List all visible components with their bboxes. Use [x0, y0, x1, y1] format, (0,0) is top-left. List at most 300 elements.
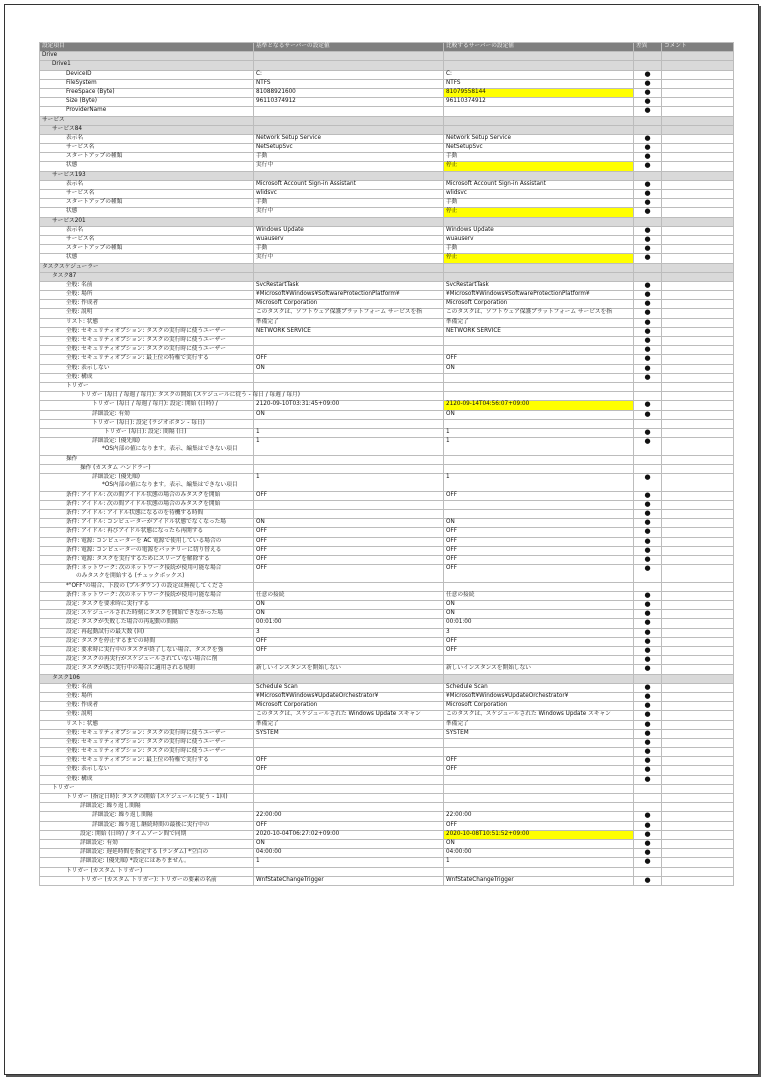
comment-cell[interactable]	[662, 821, 734, 830]
table-row	[40, 180, 734, 189]
comment-cell[interactable]	[662, 98, 734, 107]
setting-label-text: 詳細設定: (優先順)	[92, 474, 140, 481]
setting-label-text: 設定: タスクを要求時に実行する	[66, 601, 150, 608]
comment-cell[interactable]	[662, 226, 734, 235]
setting-label-text: 条件: 電源: コンピューターの電源をバッテリーに切り替える	[66, 546, 222, 553]
setting-label	[40, 784, 254, 793]
table-row	[40, 537, 734, 546]
base-value: NetSetupSvc	[254, 144, 444, 153]
setting-label	[40, 153, 254, 162]
setting-label-text: 設定: タスクを停止するまでの時間	[66, 637, 156, 644]
comment-cell[interactable]	[662, 637, 734, 646]
table-row	[40, 98, 734, 107]
setting-label-text: 条件: アイドル: コンピューターがアイドル状態でなくなった場	[66, 519, 226, 526]
setting-label	[40, 291, 254, 300]
setting-label	[40, 674, 254, 683]
compare-value	[444, 107, 634, 116]
table-row	[40, 858, 734, 867]
compare-value: OFF	[444, 491, 634, 500]
table-row	[40, 410, 734, 419]
comment-cell[interactable]	[662, 474, 734, 492]
base-value: Network Setup Service	[254, 134, 444, 143]
table-row	[40, 729, 734, 738]
difference-mark: ●	[634, 180, 662, 189]
setting-label-text: 設定: タスクが既に実行中の場合に適用される規則	[66, 665, 195, 672]
base-value	[254, 263, 444, 272]
comment-cell[interactable]	[662, 346, 734, 355]
comment-cell[interactable]	[662, 428, 734, 437]
comment-cell[interactable]	[662, 134, 734, 143]
setting-label-text: FileSystem	[66, 79, 97, 86]
difference-mark: ●	[634, 346, 662, 355]
comment-cell[interactable]	[662, 309, 734, 318]
base-value	[254, 382, 444, 391]
compare-value: 81079558144	[444, 88, 634, 97]
setting-label	[40, 364, 254, 373]
compare-value: 準備完了	[444, 318, 634, 327]
comment-cell[interactable]	[662, 199, 734, 208]
table-row	[40, 419, 734, 428]
compare-value: 3	[444, 628, 634, 637]
setting-label-text: Size (Byte)	[66, 98, 97, 105]
setting-label-text: 設定: タスクの再実行がスケジュールされていない場合に削	[66, 656, 218, 663]
setting-label-text: トリガー (カスタム トリガー)	[66, 867, 143, 874]
comment-cell[interactable]	[662, 291, 734, 300]
table-row	[40, 346, 734, 355]
setting-label	[40, 775, 254, 784]
base-value: 04:00:00	[254, 849, 444, 858]
comment-cell[interactable]	[662, 281, 734, 290]
comment-cell[interactable]	[662, 794, 734, 803]
difference-mark: ●	[634, 519, 662, 528]
setting-label	[40, 171, 254, 180]
comment-cell[interactable]	[662, 656, 734, 665]
comment-cell[interactable]	[662, 144, 734, 153]
table-row	[40, 711, 734, 720]
base-value: SYSTEM	[254, 729, 444, 738]
base-value	[254, 510, 444, 519]
setting-label	[40, 309, 254, 318]
comment-cell[interactable]	[662, 401, 734, 410]
difference-mark: ●	[634, 830, 662, 839]
table-row	[40, 610, 734, 619]
setting-label-text: 全般: 構成	[66, 373, 93, 380]
base-value: 手動	[254, 153, 444, 162]
compare-value: wuauserv	[444, 235, 634, 244]
difference-mark	[634, 125, 662, 134]
compare-value: Network Setup Service	[444, 134, 634, 143]
table-row	[40, 500, 734, 509]
compare-value: NetSetupSvc	[444, 144, 634, 153]
base-value: Microsoft Corporation	[254, 300, 444, 309]
difference-mark: ●	[634, 162, 662, 171]
document-page	[4, 4, 759, 1075]
comment-cell[interactable]	[662, 300, 734, 309]
comment-cell[interactable]	[662, 125, 734, 134]
setting-label	[40, 79, 254, 88]
comment-cell[interactable]	[662, 674, 734, 683]
setting-label-text: トリガー (カスタム トリガー): トリガーの要素の名前	[80, 876, 217, 883]
setting-label-text: サービス名	[66, 235, 95, 242]
comment-cell[interactable]	[662, 419, 734, 428]
setting-label	[40, 510, 254, 519]
compare-value: OFF	[444, 647, 634, 656]
comment-cell[interactable]	[662, 382, 734, 391]
compare-value: OFF	[444, 555, 634, 564]
setting-label-text: トリガー (毎日): 設定 (ラジオボタン - 毎日)	[92, 419, 205, 426]
comment-cell[interactable]	[662, 171, 734, 180]
comment-cell[interactable]	[662, 692, 734, 701]
difference-mark: ●	[634, 528, 662, 537]
base-value	[254, 784, 444, 793]
setting-label	[40, 637, 254, 646]
difference-mark: ●	[634, 555, 662, 564]
compare-value: 96110374912	[444, 98, 634, 107]
compare-value: C:	[444, 70, 634, 79]
setting-label-text: 全般: 構成	[66, 775, 93, 782]
difference-mark	[634, 61, 662, 70]
table-row	[40, 601, 734, 610]
comment-cell[interactable]	[662, 500, 734, 509]
comment-cell[interactable]	[662, 464, 734, 473]
base-value	[254, 419, 444, 428]
setting-label-text: スタートアップの種類	[66, 199, 123, 206]
setting-label	[40, 830, 254, 839]
comment-cell[interactable]	[662, 867, 734, 876]
comment-cell[interactable]	[662, 318, 734, 327]
base-value	[254, 346, 444, 355]
comment-cell[interactable]	[662, 410, 734, 419]
setting-label-text: スタートアップの種類	[66, 153, 123, 160]
base-value	[254, 61, 444, 70]
compare-value: 2020-10-08T10:51:52+09:00	[444, 830, 634, 839]
comment-cell[interactable]	[662, 190, 734, 199]
base-value: 実行中	[254, 162, 444, 171]
setting-label	[40, 546, 254, 555]
table-row	[40, 281, 734, 290]
difference-mark: ●	[634, 656, 662, 665]
table-row	[40, 803, 734, 812]
setting-label	[40, 601, 254, 610]
comment-cell[interactable]	[662, 79, 734, 88]
setting-label-text: 条件: 電源: コンピューターを AC 電源で使用している場合の	[66, 537, 222, 544]
comment-cell[interactable]	[662, 355, 734, 364]
compare-value	[444, 373, 634, 382]
setting-note: のみタスクを開始する (チェックボックス)	[76, 572, 185, 579]
setting-label-text: 全般: 作成者	[66, 702, 99, 709]
base-value: ON	[254, 610, 444, 619]
setting-label-text: 詳細設定: 有効	[92, 410, 130, 417]
comment-cell[interactable]	[662, 738, 734, 747]
base-value	[254, 337, 444, 346]
setting-label-text: 状態	[66, 162, 78, 169]
setting-label	[40, 537, 254, 546]
comment-cell[interactable]	[662, 52, 734, 61]
setting-label	[40, 346, 254, 355]
setting-label-text: スタートアップの種類	[66, 245, 123, 252]
setting-label	[40, 839, 254, 848]
setting-label	[40, 619, 254, 628]
compare-value	[444, 116, 634, 125]
setting-label-text: 条件: ネットワーク: 次のネットワーク接続が使用可能な場合	[66, 565, 222, 572]
base-value: OFF	[254, 491, 444, 500]
table-row	[40, 794, 734, 803]
setting-note: *OS内部の値になります。表示、編集はできない項目	[102, 481, 238, 488]
comment-cell[interactable]	[662, 537, 734, 546]
table-row	[40, 867, 734, 876]
comment-cell[interactable]	[662, 88, 734, 97]
base-value: 手動	[254, 199, 444, 208]
comment-cell[interactable]	[662, 757, 734, 766]
table-row	[40, 245, 734, 254]
compare-value: Microsoft Corporation	[444, 702, 634, 711]
comment-cell[interactable]	[662, 546, 734, 555]
setting-label-text: 詳細設定: (優先順)	[92, 438, 140, 445]
section-row	[40, 52, 734, 61]
difference-mark: ●	[634, 637, 662, 646]
comment-cell[interactable]	[662, 729, 734, 738]
base-value	[254, 775, 444, 784]
comment-cell[interactable]	[662, 647, 734, 656]
comment-cell[interactable]	[662, 784, 734, 793]
compare-value	[444, 125, 634, 134]
compare-value: 手動	[444, 199, 634, 208]
comment-cell[interactable]	[662, 153, 734, 162]
table-row	[40, 876, 734, 885]
difference-mark: ●	[634, 711, 662, 720]
table-row	[40, 720, 734, 729]
setting-label	[40, 116, 254, 125]
compare-value: 00:01:00	[444, 619, 634, 628]
setting-label	[40, 392, 300, 401]
comment-cell[interactable]	[662, 610, 734, 619]
setting-label-text: ProviderName	[66, 107, 107, 114]
base-value: WnfStateChangeTrigger	[254, 876, 444, 885]
compare-value: 任意の接続	[444, 591, 634, 600]
comment-cell[interactable]	[662, 582, 734, 591]
table-row	[40, 208, 734, 217]
base-value	[254, 794, 444, 803]
comment-cell[interactable]	[662, 528, 734, 537]
difference-mark	[634, 171, 662, 180]
setting-label-text: 全般: セキュリティオプション: 最上位の特権で実行する	[66, 355, 209, 362]
setting-label	[40, 373, 254, 382]
comment-cell[interactable]	[662, 803, 734, 812]
comment-cell[interactable]	[662, 702, 734, 711]
base-value: OFF	[254, 637, 444, 646]
setting-label-text: *"OFF"の場合、下段の (プルダウン) の設定は無視してくださ	[66, 582, 224, 589]
base-value: Microsoft Account Sign-in Assistant	[254, 180, 444, 189]
comment-cell[interactable]	[662, 235, 734, 244]
comment-cell[interactable]	[662, 775, 734, 784]
difference-mark: ●	[634, 88, 662, 97]
comment-cell[interactable]	[662, 162, 734, 171]
setting-label	[40, 610, 254, 619]
base-value	[254, 116, 444, 125]
difference-mark: ●	[634, 537, 662, 546]
comment-cell[interactable]	[662, 766, 734, 775]
comment-cell[interactable]	[662, 839, 734, 848]
setting-label-text: 表示名	[66, 180, 84, 187]
table-row	[40, 235, 734, 244]
setting-label-text: 条件: アイドル: 次の間アイドル状態の場合のみタスクを開始	[66, 491, 221, 498]
comment-cell[interactable]	[662, 519, 734, 528]
setting-label-text: 設定: タスクが失敗した場合の再起動の間隔	[66, 619, 178, 626]
comment-cell[interactable]	[662, 858, 734, 867]
base-value	[254, 500, 444, 509]
comment-cell[interactable]	[662, 245, 734, 254]
compare-value	[444, 784, 634, 793]
table-row	[40, 565, 734, 583]
compare-value	[444, 337, 634, 346]
base-value: 3	[254, 628, 444, 637]
base-value: Windows Update	[254, 226, 444, 235]
difference-mark: ●	[634, 591, 662, 600]
comment-cell[interactable]	[662, 849, 734, 858]
comment-cell[interactable]	[662, 364, 734, 373]
comment-cell[interactable]	[662, 116, 734, 125]
difference-mark: ●	[634, 500, 662, 509]
comment-cell[interactable]	[662, 812, 734, 821]
comment-cell[interactable]	[662, 263, 734, 272]
compare-value: NTFS	[444, 79, 634, 88]
comment-cell[interactable]	[662, 491, 734, 500]
setting-label-text: 状態	[66, 208, 78, 215]
setting-label-text: タスク87	[52, 272, 77, 279]
base-value: 22:00:00	[254, 812, 444, 821]
setting-label	[40, 245, 254, 254]
compare-value	[444, 748, 634, 757]
comment-cell[interactable]	[662, 591, 734, 600]
comment-cell[interactable]	[662, 555, 734, 564]
table-row	[40, 812, 734, 821]
base-value: OFF	[254, 555, 444, 564]
compare-value: 22:00:00	[444, 812, 634, 821]
base-value: 2020-10-04T06:27:02+09:00	[254, 830, 444, 839]
comment-cell[interactable]	[662, 392, 734, 401]
difference-mark: ●	[634, 858, 662, 867]
table-row	[40, 775, 734, 784]
compare-value: OFF	[444, 537, 634, 546]
compare-value: ¥Microsoft¥Windows¥UpdateOrchestrator¥	[444, 692, 634, 701]
comment-cell[interactable]	[662, 628, 734, 637]
difference-mark: ●	[634, 153, 662, 162]
section-row	[40, 263, 734, 272]
comment-cell[interactable]	[662, 107, 734, 116]
base-value: OFF	[254, 537, 444, 546]
comment-cell[interactable]	[662, 455, 734, 464]
table-row	[40, 748, 734, 757]
setting-label-text: トリガー	[66, 382, 89, 389]
table-row	[40, 190, 734, 199]
base-value: Microsoft Corporation	[254, 702, 444, 711]
setting-label	[40, 70, 254, 79]
compare-value	[444, 392, 634, 401]
setting-label-text: サービス201	[52, 217, 86, 224]
table-row	[40, 355, 734, 364]
comment-cell[interactable]	[662, 830, 734, 839]
compare-value	[444, 272, 634, 281]
setting-label	[40, 555, 254, 564]
comment-cell[interactable]	[662, 70, 734, 79]
comment-cell[interactable]	[662, 683, 734, 692]
comment-cell[interactable]	[662, 217, 734, 226]
setting-label-text: リスト: 状態	[66, 720, 99, 727]
setting-label	[40, 729, 254, 738]
compare-value	[444, 61, 634, 70]
difference-mark: ●	[634, 876, 662, 885]
difference-mark: ●	[634, 757, 662, 766]
comment-cell[interactable]	[662, 373, 734, 382]
table-row	[40, 88, 734, 97]
setting-label-text: 詳細設定: 繰り返し間隔	[92, 812, 153, 819]
difference-mark: ●	[634, 601, 662, 610]
setting-label	[40, 665, 254, 674]
difference-mark: ●	[634, 107, 662, 116]
comment-cell[interactable]	[662, 510, 734, 519]
base-value: wuauserv	[254, 235, 444, 244]
comment-cell[interactable]	[662, 180, 734, 189]
comment-cell[interactable]	[662, 720, 734, 729]
table-row	[40, 455, 734, 464]
comment-cell[interactable]	[662, 711, 734, 720]
table-row	[40, 784, 734, 793]
setting-label	[40, 647, 254, 656]
setting-label	[40, 821, 254, 830]
base-value	[254, 867, 444, 876]
setting-label-text: サービス84	[52, 125, 82, 132]
comment-cell[interactable]	[662, 254, 734, 263]
setting-label	[40, 500, 254, 509]
setting-label-text: 全般: セキュリティオプション: タスクの実行時に使うユーザー	[66, 327, 226, 334]
comment-cell[interactable]	[662, 337, 734, 346]
setting-label-text: サービス	[42, 116, 65, 123]
setting-label	[40, 812, 254, 821]
comment-cell[interactable]	[662, 438, 734, 456]
base-value	[254, 217, 444, 226]
comment-cell[interactable]	[662, 208, 734, 217]
base-value	[254, 803, 444, 812]
setting-label-text: 全般: 場所	[66, 692, 93, 699]
setting-label	[40, 254, 254, 263]
comment-cell[interactable]	[662, 876, 734, 885]
comment-cell[interactable]	[662, 748, 734, 757]
setting-label-text: Drive1	[52, 61, 71, 68]
setting-label	[40, 748, 254, 757]
setting-label	[40, 455, 254, 464]
table-row	[40, 821, 734, 830]
difference-mark: ●	[634, 748, 662, 757]
comment-cell[interactable]	[662, 665, 734, 674]
table-row	[40, 647, 734, 656]
difference-mark: ●	[634, 318, 662, 327]
base-value: OFF	[254, 757, 444, 766]
compare-value: ON	[444, 610, 634, 619]
comment-cell[interactable]	[662, 327, 734, 336]
setting-label-text: 詳細設定: 有効	[80, 839, 118, 846]
comment-cell[interactable]	[662, 565, 734, 583]
difference-mark: ●	[634, 291, 662, 300]
base-value: 準備完了	[254, 318, 444, 327]
setting-label	[40, 628, 254, 637]
comment-cell[interactable]	[662, 601, 734, 610]
comment-cell[interactable]	[662, 272, 734, 281]
base-value: 手動	[254, 245, 444, 254]
comment-cell[interactable]	[662, 619, 734, 628]
table-row	[40, 830, 734, 839]
comment-cell[interactable]	[662, 61, 734, 70]
comparison-table	[39, 42, 734, 886]
